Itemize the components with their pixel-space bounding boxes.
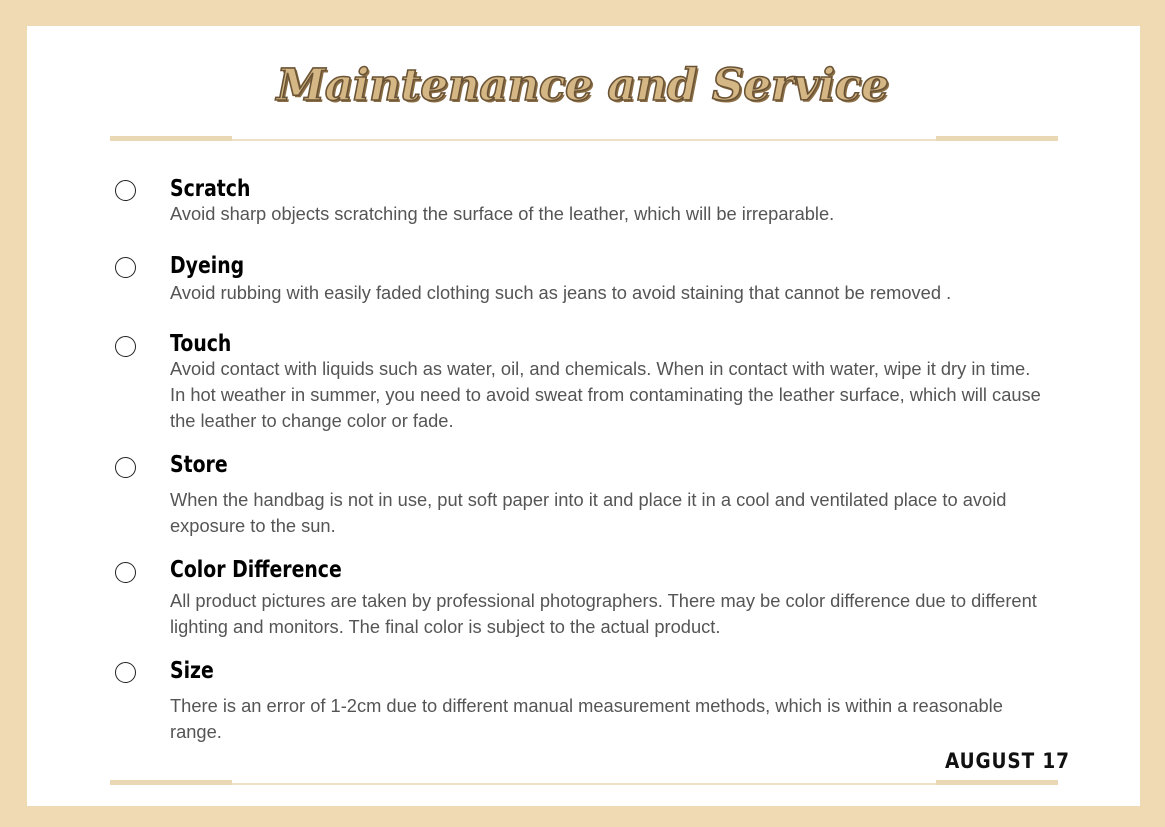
top-divider: [110, 139, 1057, 141]
item-title: Store: [170, 452, 228, 478]
item-description: Avoid contact with liquids such as water, oil, and chemicals. When in contact with water, wipe it dry in time. In hot weather in summer, you need to avoid sweat from contaminating the leather surface, which will cause the leather to change color or fade.: [170, 358, 1041, 431]
top-divider-left-accent: [110, 136, 232, 141]
bullet-circle-icon: [115, 180, 136, 201]
item-title: Size: [170, 658, 214, 684]
item-description: Avoid rubbing with easily faded clothing such as jeans to avoid staining that cannot be removed .: [170, 282, 952, 303]
bottom-divider-right-accent: [936, 780, 1058, 785]
bullet-circle-icon: [115, 336, 136, 357]
item-title: Color Difference: [170, 557, 342, 583]
item-description: Avoid sharp objects scratching the surface of the leather, which will be irreparable.: [170, 203, 835, 224]
bullet-circle-icon: [115, 662, 136, 683]
top-divider-right-accent: [936, 136, 1058, 141]
item-description: When the handbag is not in use, put soft paper into it and place it in a cool and ventilated place to avoid exposure to the sun.: [170, 489, 1007, 536]
bottom-divider: [110, 783, 1057, 785]
item-title: Dyeing: [170, 253, 245, 279]
bottom-divider-left-accent: [110, 780, 232, 785]
bullet-circle-icon: [115, 562, 136, 583]
item-description: There is an error of 1-2cm due to different manual measurement methods, which is within a reasonable range.: [170, 695, 1003, 742]
page-title: Maintenance and Service: [276, 60, 889, 111]
date-label: AUGUST 17: [945, 749, 1070, 773]
item-title: Touch: [170, 331, 232, 357]
bullet-circle-icon: [115, 457, 136, 478]
item-description: All product pictures are taken by professional photographers. There may be color difference due to different lighting and monitors. The final color is subject to the actual product.: [170, 590, 1037, 637]
bullet-circle-icon: [115, 257, 136, 278]
item-title: Scratch: [170, 176, 251, 202]
